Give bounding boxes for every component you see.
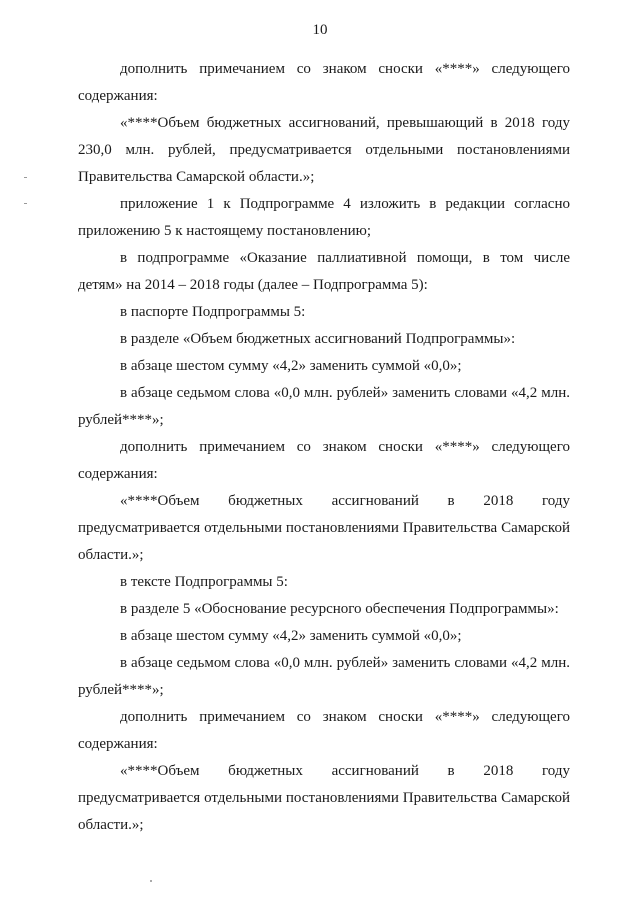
paragraph-15: дополнить примечанием со знаком сноски «****» следующего содержания: — [78, 709, 570, 752]
paragraph-8: в абзаце седьмом слова «0,0 млн. рублей» заменить словами «4,2 млн. рублей****»; — [78, 385, 570, 428]
paragraph-9: дополнить примечанием со знаком сноски «****» следующего содержания: — [78, 439, 570, 482]
paragraph-16: «****Объем бюджетных ассигнований в 2018 году предусматривается отдельными постановлениями Правительства Самарской области.»; — [78, 763, 570, 833]
paragraph-13: в абзаце шестом сумму «4,2» заменить суммой «0,0»; — [120, 628, 462, 644]
paragraph-5: в паспорте Подпрограммы 5: — [120, 304, 306, 320]
scan-speck — [150, 880, 152, 882]
page-number: 10 — [312, 22, 328, 38]
paragraph-12: в разделе 5 «Обоснование ресурсного обеспечения Подпрограммы»: — [120, 601, 559, 617]
paragraph-2: «****Объем бюджетных ассигнований, превышающий в 2018 году 230,0 млн. рублей, предусматривается отдельными постановлениями Правительства Самарской области.»; — [78, 115, 570, 185]
paragraph-11: в тексте Подпрограммы 5: — [120, 574, 288, 590]
paragraph-7: в абзаце шестом сумму «4,2» заменить суммой «0,0»; — [120, 358, 462, 374]
paragraph-1: дополнить примечанием со знаком сноски «****» следующего содержания: — [78, 61, 570, 104]
scan-speck — [24, 203, 27, 204]
scan-speck — [24, 177, 27, 178]
paragraph-14: в абзаце седьмом слова «0,0 млн. рублей» заменить словами «4,2 млн. рублей****»; — [78, 655, 570, 698]
paragraph-6: в разделе «Объем бюджетных ассигнований Подпрограммы»: — [120, 331, 516, 347]
paragraph-3: приложение 1 к Подпрограмме 4 изложить в редакции согласно приложению 5 к настоящему постановлению; — [78, 196, 570, 239]
paragraph-4: в подпрограмме «Оказание паллиативной помощи, в том числе детям» на 2014 – 2018 годы (далее – Подпрограмма 5): — [78, 250, 570, 293]
document-body — [78, 56, 570, 839]
paragraph-10: «****Объем бюджетных ассигнований в 2018 году предусматривается отдельными постановлениями Правительства Самарской области.»; — [78, 493, 570, 563]
